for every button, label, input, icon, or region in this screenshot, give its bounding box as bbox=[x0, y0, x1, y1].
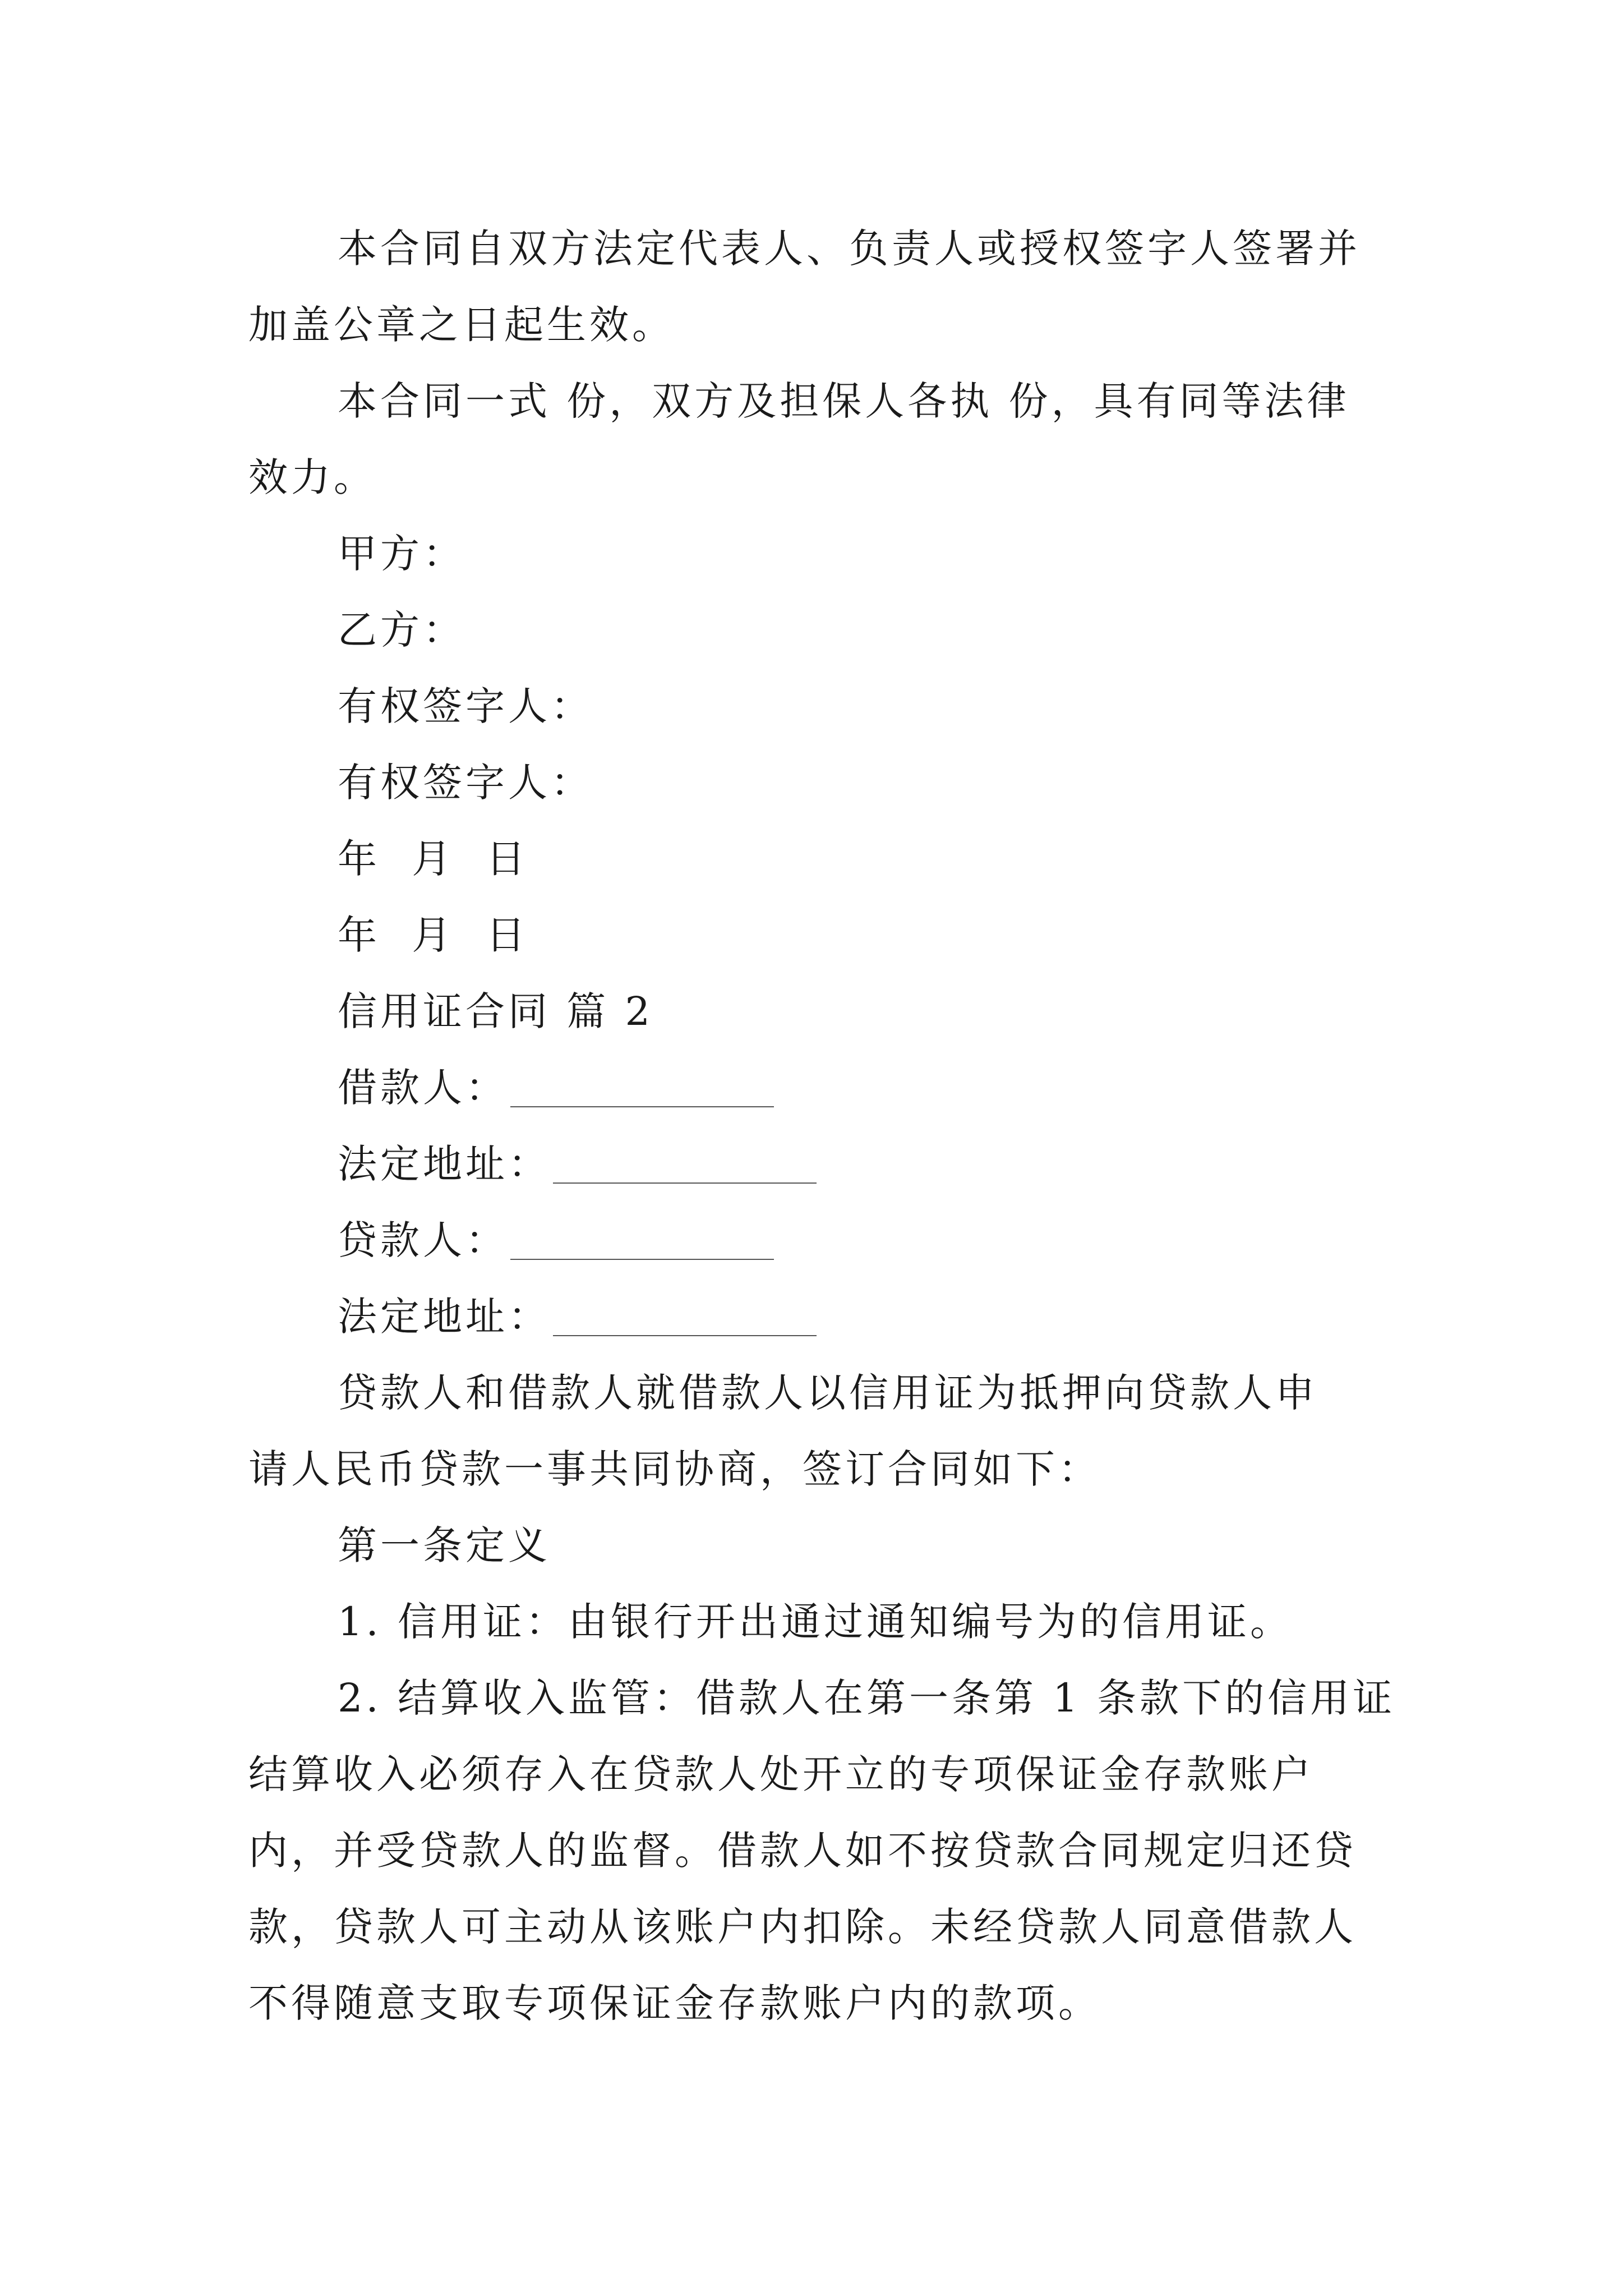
article-heading: 第一条定义 bbox=[338, 1522, 551, 1568]
section-heading: 信用证合同 篇 2 bbox=[338, 988, 654, 1034]
clause-2-line-4: 款，贷款人可主动从该账户内扣除。未经贷款人同意借款人 bbox=[248, 1904, 1357, 1950]
date-line: 年 月 日 bbox=[338, 912, 537, 958]
borrower-label: 借款人： bbox=[338, 1065, 508, 1111]
borrower-address-label: 法定地址： bbox=[338, 1141, 551, 1187]
lender-address-blank bbox=[553, 1301, 817, 1336]
lender-label: 贷款人： bbox=[338, 1217, 508, 1263]
borrower-blank bbox=[510, 1073, 774, 1107]
paragraph-intro-line-2: 请人民币贷款一事共同协商，签订合同如下： bbox=[248, 1446, 1101, 1492]
clause-2-line-3: 内，并受贷款人的监督。借款人如不按贷款合同规定归还贷 bbox=[248, 1828, 1357, 1874]
paragraph-copies-line-1: 本合同一式 份，双方及担保人各执 份，具有同等法律 bbox=[338, 378, 1350, 424]
borrower-address-blank bbox=[553, 1149, 817, 1184]
lender-address-field bbox=[338, 1294, 817, 1340]
clause-2-line-1: 2. 结算收入监管：借款人在第一条第 1 条款下的信用证 bbox=[338, 1675, 1396, 1721]
date-line: 年 月 日 bbox=[338, 836, 537, 882]
paragraph-intro-line-1: 贷款人和借款人就借款人以信用证为抵押向贷款人申 bbox=[338, 1370, 1318, 1416]
lender-blank bbox=[510, 1225, 774, 1260]
lender-field bbox=[338, 1217, 774, 1263]
paragraph-effective-line-1: 本合同自双方法定代表人、负责人或授权签字人签署并 bbox=[338, 226, 1361, 272]
lender-address-label: 法定地址： bbox=[338, 1294, 551, 1340]
authorized-signatory-label: 有权签字人： bbox=[338, 683, 593, 729]
clause-2-line-5: 不得随意支取专项保证金存款账户内的款项。 bbox=[248, 1980, 1101, 2026]
clause-2-line-2: 结算收入必须存入在贷款人处开立的专项保证金存款账户 bbox=[248, 1751, 1314, 1797]
paragraph-effective-line-2: 加盖公章之日起生效。 bbox=[248, 302, 675, 348]
party-b-label: 乙方： bbox=[338, 607, 465, 653]
borrower-address-field bbox=[338, 1141, 817, 1187]
authorized-signatory-label: 有权签字人： bbox=[338, 760, 593, 806]
party-a-label: 甲方： bbox=[338, 531, 465, 577]
clause-1: 1. 信用证：由银行开出通过通知编号为的信用证。 bbox=[338, 1599, 1293, 1645]
borrower-field bbox=[338, 1065, 774, 1111]
paragraph-copies-line-2: 效力。 bbox=[248, 454, 376, 500]
